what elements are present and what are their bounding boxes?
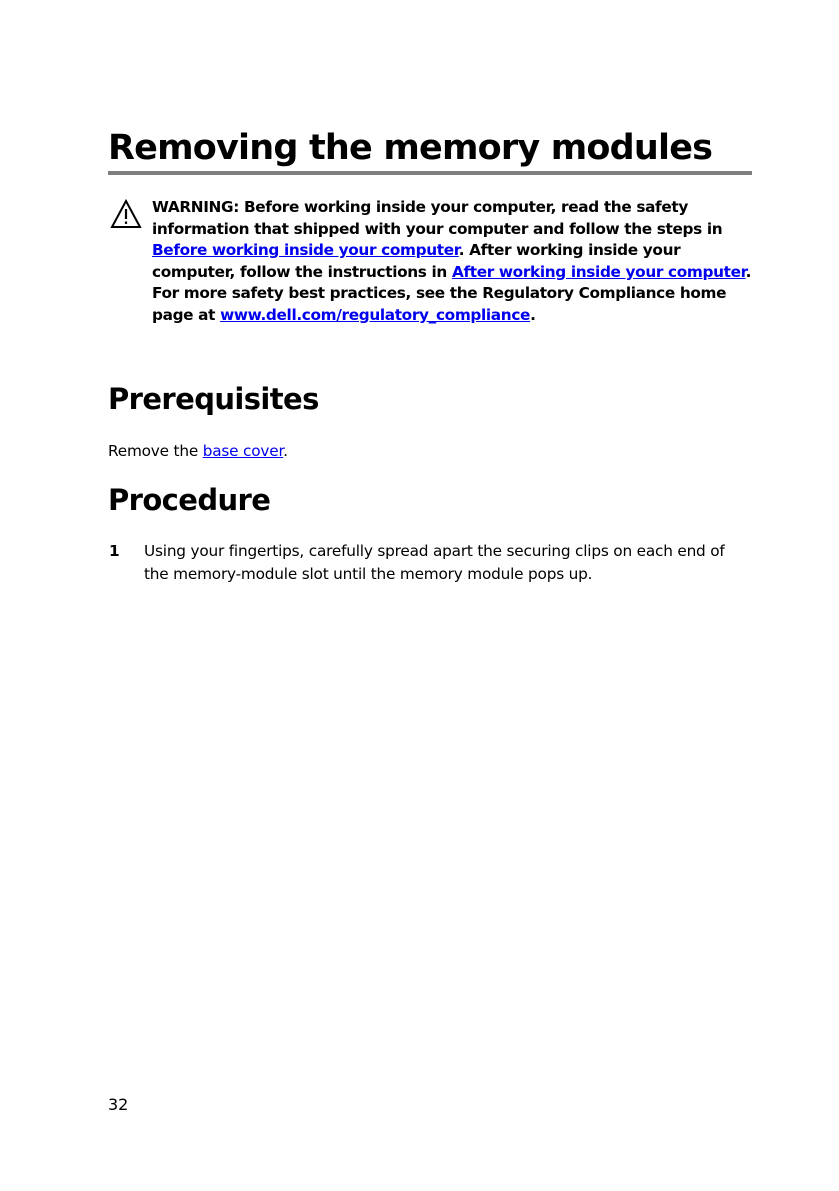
page-title: Removing the memory modules [108,128,713,168]
procedure-heading: Procedure [108,483,271,517]
warning-text-fragment: . [745,262,752,281]
title-rule [108,171,752,175]
warning-notice [152,197,757,327]
warning-text-fragment: page at [152,305,221,324]
before-working-link[interactable]: Before working inside your computer [152,241,459,260]
warning-line: WARNING: Before working inside your computer, read the safety [152,198,688,216]
prereq-text-fragment: . [283,442,288,460]
regulatory-compliance-link[interactable]: www.dell.com/regulatory_compliance [220,305,531,324]
prerequisites-text [108,440,288,462]
warning-line [152,305,757,327]
step-line: Using your fingertips, carefully spread apart the securing clips on each end of [144,542,725,560]
warning-text-fragment: computer, follow the instructions in [152,262,452,281]
warning-text-fragment: . [530,305,536,324]
step-text [144,540,756,586]
prerequisites-heading: Prerequisites [108,382,319,416]
warning-line [152,240,757,262]
warning-line: For more safety best practices, see the Regulatory Compliance home [152,284,727,303]
prereq-text-fragment: Remove the [108,442,203,460]
warning-line [152,262,757,284]
step-line: the memory-module slot until the memory module pops up. [144,565,593,583]
after-working-link[interactable]: After working inside your computer [451,262,746,281]
step-number: 1 [109,542,120,560]
base-cover-link[interactable]: base cover [202,442,284,460]
page-number: 32 [108,1095,129,1114]
warning-line: information that shipped with your computer and follow the steps in [152,219,723,238]
warning-text-fragment: . After working inside your [458,241,681,260]
warning-triangle-icon [110,199,142,229]
